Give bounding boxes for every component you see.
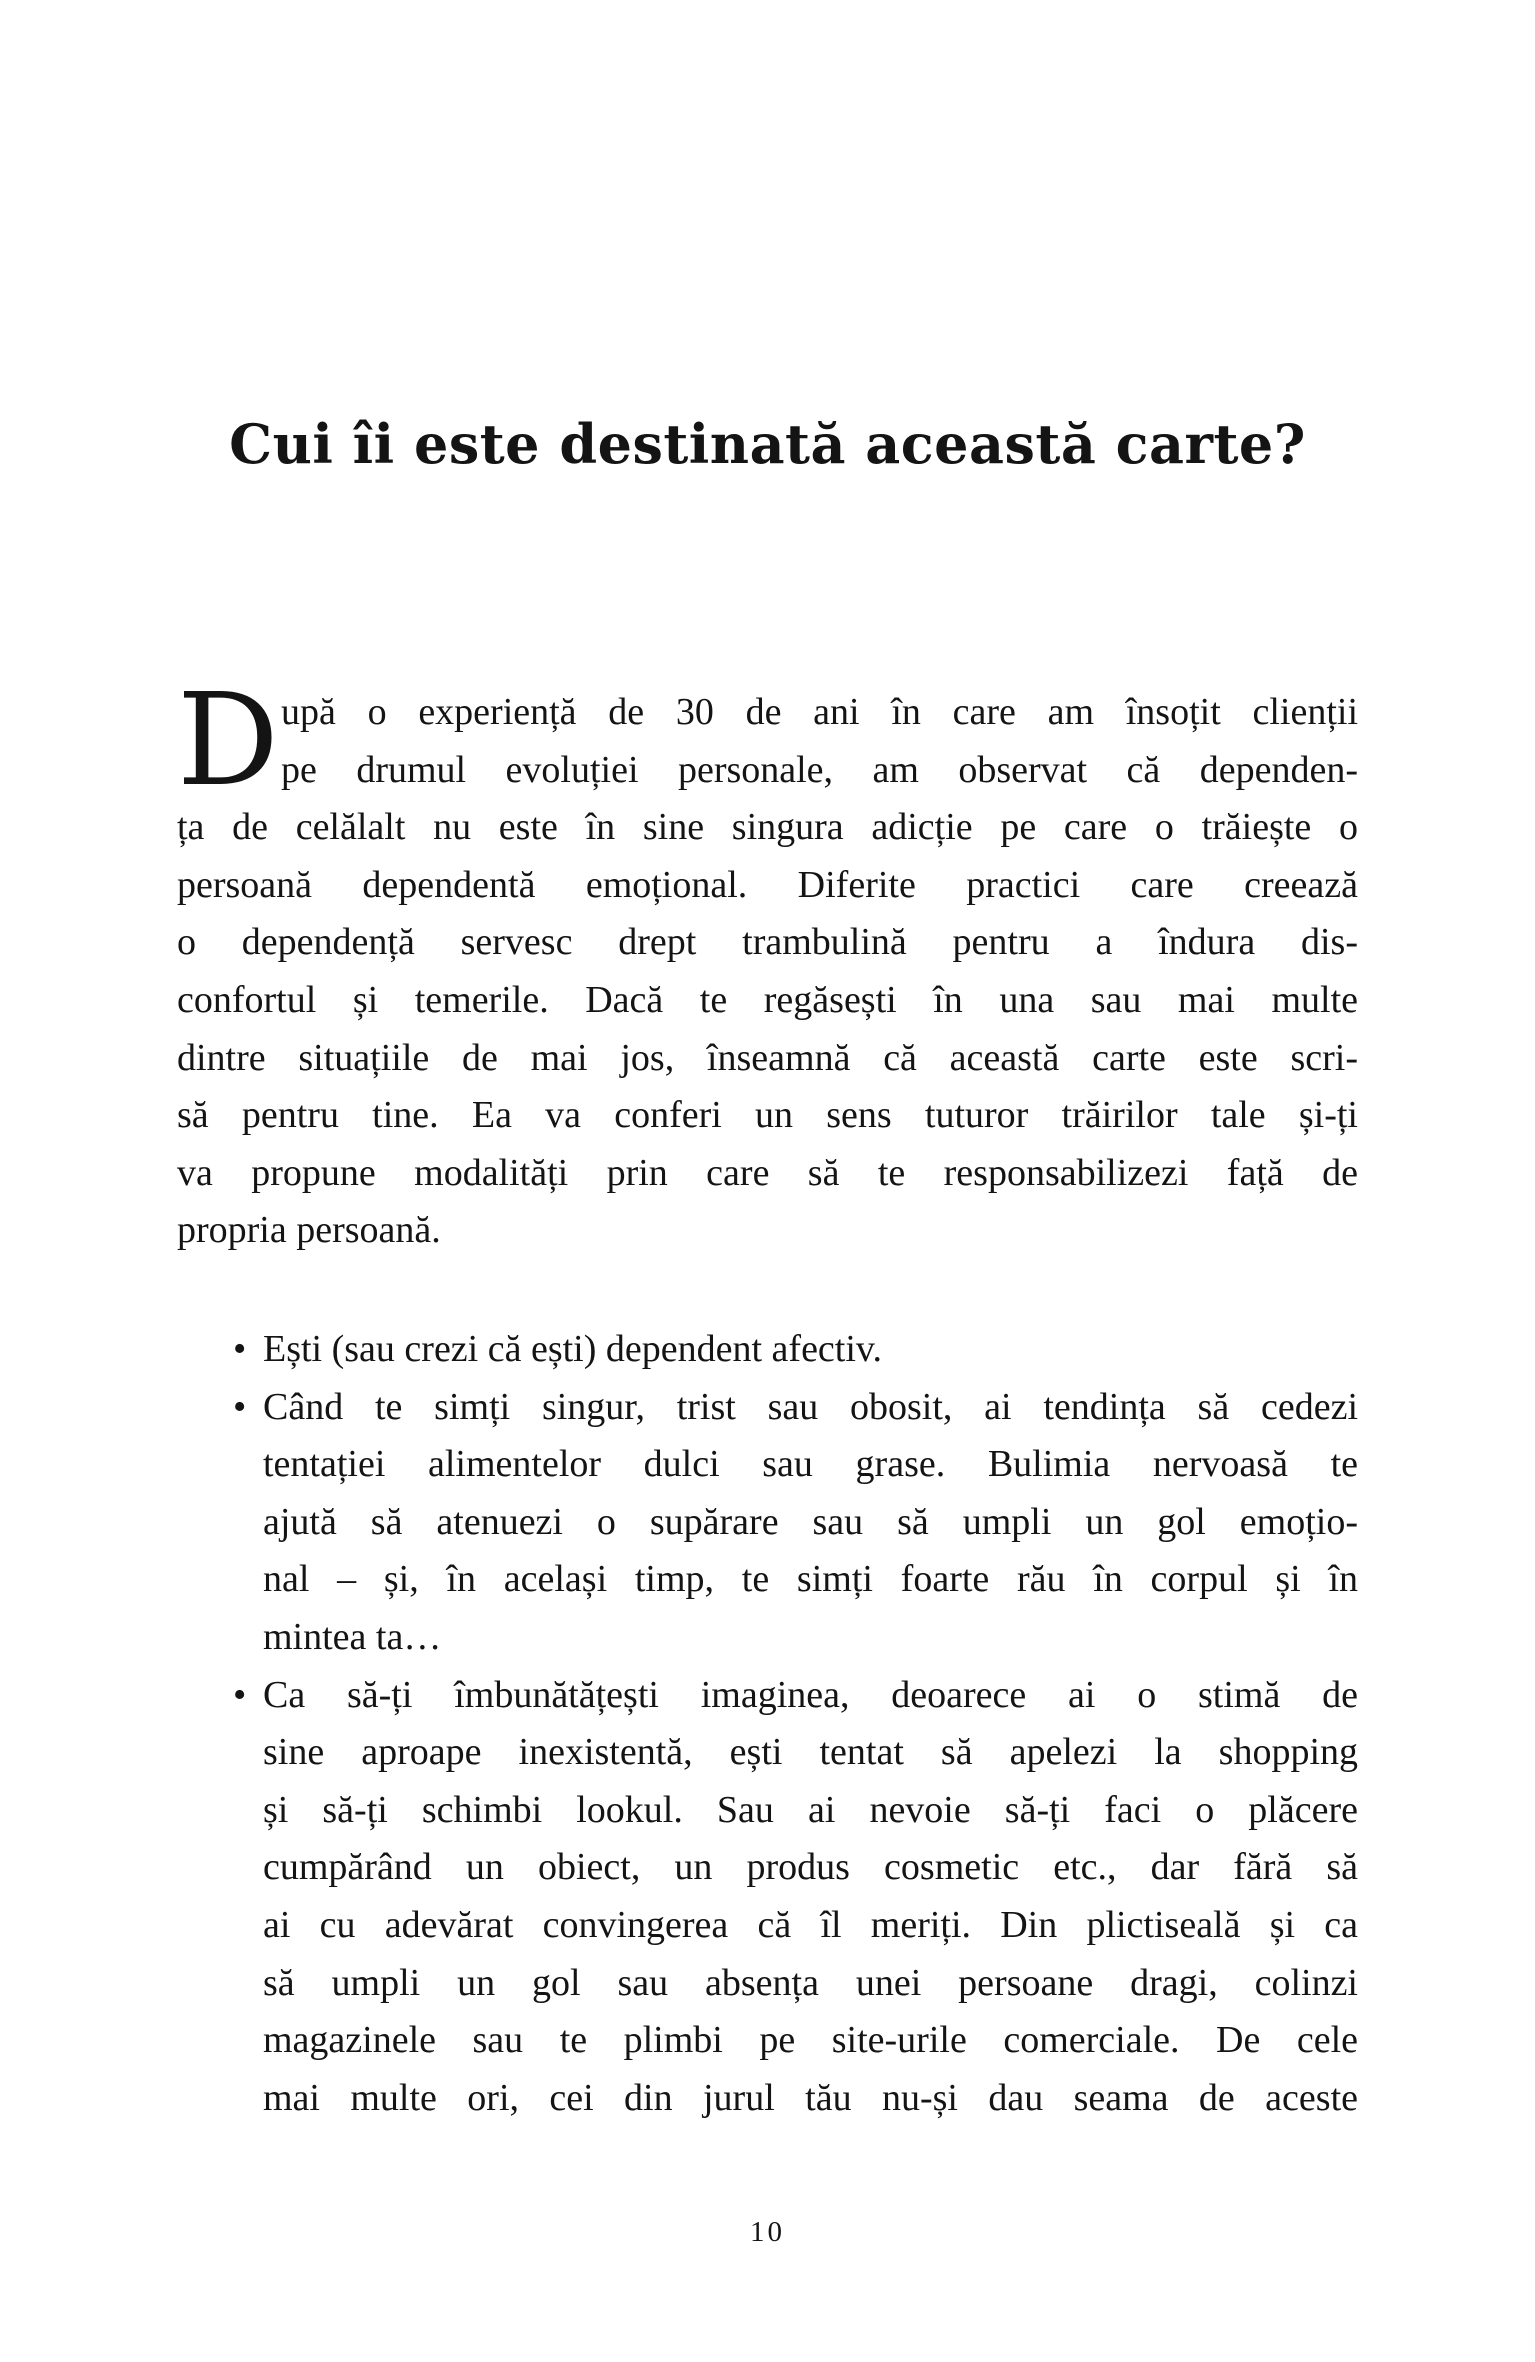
text-line: magazinele sau te plimbi pe site-urile comerciale. De cele — [263, 2019, 1358, 2062]
text-line: o dependență servesc drept trambulină pentru a îndura dis- — [177, 921, 1358, 964]
text-line: persoană dependentă emoțional. Diferite practici care creează — [177, 863, 1358, 906]
bullet-item — [177, 1321, 1358, 1379]
text-line: să umpli un gol sau absența unei persoane dragi, colinzi — [263, 1961, 1358, 2004]
text-line: și să-ți schimbi lookul. Sau ai nevoie să-ți faci o plăcere — [263, 1788, 1358, 1831]
text-line: mintea ta… — [263, 1615, 442, 1658]
text-line: confortul și temerile. Dacă te regăsești în una sau mai multe — [177, 978, 1358, 1021]
text-line: nal – și, în același timp, te simți foarte rău în corpul și în — [263, 1558, 1358, 1601]
text-line: ajută să atenuezi o supărare sau să umpli un gol emoțio- — [263, 1500, 1358, 1543]
bullet-item — [177, 1667, 1358, 2128]
text-line: ai cu adevărat convingerea că îl meriți. Din plictiseală și ca — [263, 1903, 1358, 1946]
bullet-icon: • — [233, 1385, 247, 1428]
intro-paragraph — [177, 666, 1358, 1260]
chapter-title: Cui îi este destinată această carte? — [229, 412, 1306, 476]
text-line: Ca să-ți îmbunătățești imaginea, deoarece ai o stimă de — [263, 1673, 1358, 1716]
text-line: tentației alimentelor dulci sau grase. Bulimia nervoasă te — [263, 1443, 1358, 1486]
text-line: sine aproape inexistentă, ești tentat să apelezi la shopping — [263, 1731, 1358, 1774]
text-line: Când te simți singur, trist sau obosit, ai tendința să cedezi — [263, 1385, 1358, 1428]
bullet-list — [177, 1321, 1358, 2127]
paragraph-lines — [177, 684, 1358, 1260]
bullet-icon: • — [233, 1673, 247, 1716]
text-line: Ești (sau crezi că ești) dependent afectiv. — [263, 1328, 882, 1370]
text-line: ța de celălalt nu este în sine singura adicție pe care o trăiește o — [177, 806, 1358, 849]
bullet-icon: • — [233, 1328, 247, 1370]
text-line: să pentru tine. Ea va conferi un sens tuturor trăirilor tale și-ți — [177, 1094, 1358, 1137]
text-line: pe drumul evoluției personale, am observat că dependen- — [281, 748, 1358, 791]
text-line: propria persoană. — [177, 1209, 441, 1252]
page-number: 10 — [750, 2216, 785, 2248]
text-line: va propune modalități prin care să te responsabilizezi față de — [177, 1151, 1358, 1194]
text-line: dintre situațiile de mai jos, înseamnă că această carte este scri- — [177, 1036, 1358, 1079]
text-line: mai multe ori, cei din jurul tău nu-și dau seama de aceste — [263, 2076, 1358, 2119]
text-line: upă o experiență de 30 de ani în care am însoțit clienții — [281, 691, 1358, 733]
drop-cap: D — [177, 666, 279, 814]
bullet-item — [177, 1379, 1358, 1667]
text-line: cumpărând un obiect, un produs cosmetic etc., dar fără să — [263, 1846, 1358, 1889]
